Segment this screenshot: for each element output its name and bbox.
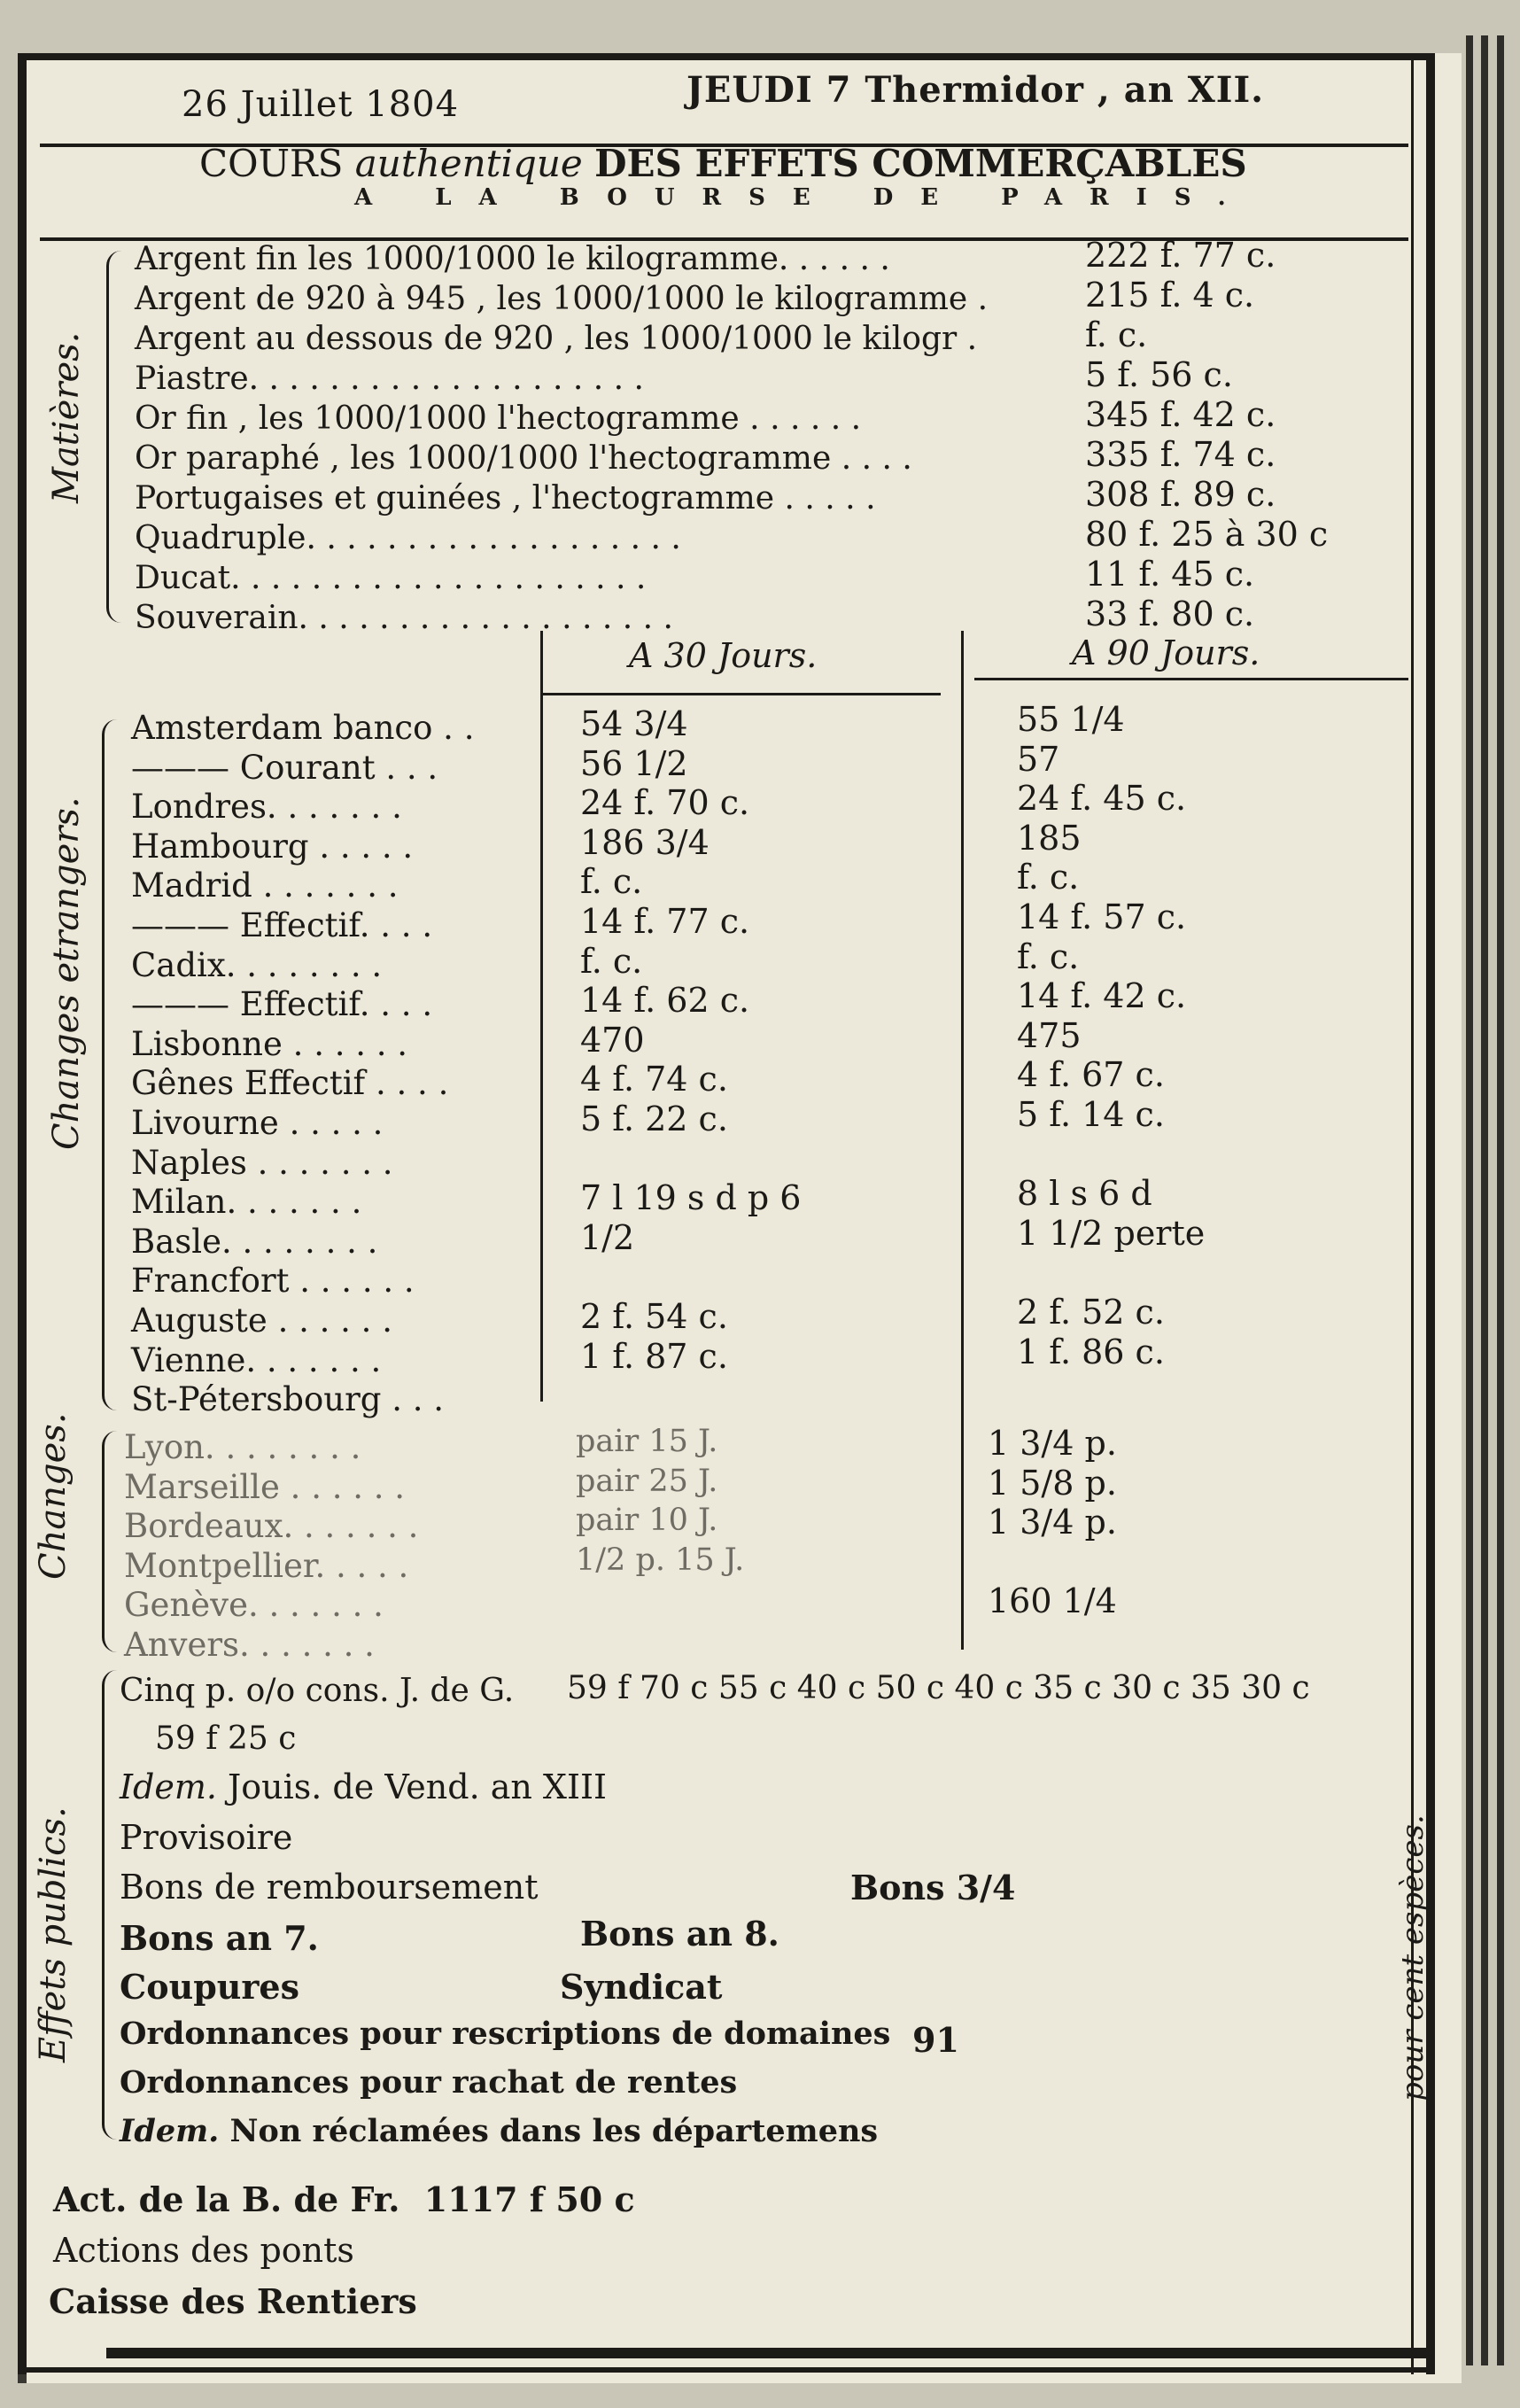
- matieres-value: 11 f. 45 c.: [1085, 555, 1255, 594]
- exchange-value-30: 186 3/4: [580, 822, 710, 862]
- exchange-value-90: 2 f. 52 c.: [1017, 1293, 1165, 1332]
- exchange-value-30: f. c.: [580, 862, 643, 902]
- exchange-label: ——— Effectif. . . .: [131, 985, 433, 1024]
- exchange-label: Auguste . . . . . .: [131, 1301, 392, 1340]
- domestic-exchange-label: Montpellier. . . . .: [124, 1546, 409, 1585]
- header-title: [199, 142, 1247, 185]
- matieres-label: Argent au dessous de 920 , les 1000/1000 le kilogr .: [135, 321, 978, 357]
- changes-brace: [102, 1431, 117, 1652]
- exchange-value-30: 2 f. 54 c.: [580, 1297, 728, 1336]
- domestic-exchange-value-30: pair 25 J.: [576, 1463, 718, 1499]
- exchange-label: Naples . . . . . . .: [131, 1143, 393, 1182]
- exchange-value-30: 1 f. 87 c.: [580, 1336, 728, 1376]
- matieres-label: Piastre. . . . . . . . . . . . . . . . . . . .: [135, 361, 644, 397]
- exchange-value-30: 54 3/4: [580, 704, 688, 743]
- header-rule-90: [974, 678, 1408, 680]
- matieres-label: Or paraphé , les 1000/1000 l'hectogramme . . . .: [135, 440, 912, 477]
- idem-label: Idem.: [120, 1767, 217, 1806]
- exchange-label: Gênes Effectif . . . .: [131, 1064, 449, 1103]
- actions-ponts: Actions des ponts: [53, 2231, 354, 2270]
- exchange-label: Londres. . . . . . .: [131, 788, 402, 827]
- caisse-rentiers: Caisse des Rentiers: [49, 2281, 417, 2321]
- act-banque: [53, 2179, 635, 2219]
- domestic-exchange-label: Genève. . . . . . .: [124, 1586, 384, 1624]
- matieres-label: Portugaises et guinées , l'hectogramme . . . . .: [135, 480, 876, 517]
- exchange-value-90: f. c.: [1017, 858, 1080, 897]
- frame-top: [18, 53, 1435, 60]
- exchange-label: Vienne. . . . . . .: [131, 1340, 382, 1379]
- section-changes: Changes.: [33, 1412, 74, 1580]
- title-authentique: authentique: [354, 142, 583, 185]
- domestic-exchange-label: Anvers. . . . . . .: [124, 1625, 375, 1664]
- bons-an-8: Bons an 8.: [580, 1914, 779, 1954]
- matieres-value: 5 f. 56 c.: [1085, 355, 1233, 394]
- exchange-label: Amsterdam banco . .: [131, 709, 475, 747]
- matieres-label: Or fin , les 1000/1000 l'hectogramme . . . . . .: [135, 400, 862, 437]
- exchange-value-90: 1 f. 86 c.: [1017, 1332, 1165, 1371]
- idem-non-reclamees: [120, 2113, 878, 2149]
- matieres-label: Souverain. . . . . . . . . . . . . . . . . . .: [135, 600, 673, 636]
- exchange-value-30: 470: [580, 1020, 645, 1060]
- effets-brace: [102, 1670, 117, 2140]
- exchange-value-30: 7 l 19 s d p 6: [580, 1178, 802, 1218]
- column-divider-left: [540, 631, 543, 1402]
- exchange-value-90: 24 f. 45 c.: [1017, 779, 1187, 819]
- exchange-label: Milan. . . . . . .: [131, 1183, 362, 1222]
- changes-etrangers-brace: [102, 719, 117, 1410]
- matieres-value: 345 f. 42 c.: [1085, 395, 1276, 434]
- exchange-value-90: f. c.: [1017, 936, 1080, 976]
- bons-remboursement: Bons de remboursement: [120, 1868, 539, 1907]
- column-header-30: A 30 Jours.: [629, 636, 818, 675]
- cinq-values: 59 f 70 c 55 c 40 c 50 c 40 c 35 c 30 c 35 30 c: [567, 1670, 1310, 1706]
- domestic-exchange-label: Marseille . . . . . .: [124, 1467, 406, 1506]
- column-divider-middle: [961, 631, 964, 1650]
- exchange-value-90: 5 f. 14 c.: [1017, 1095, 1165, 1134]
- bons-an-7: Bons an 7.: [120, 1918, 319, 1958]
- exchange-value-30: 24 f. 70 c.: [580, 783, 750, 823]
- matieres-value: 80 f. 25 à 30 c: [1085, 515, 1329, 554]
- exchange-value-30: 56 1/2: [580, 743, 688, 783]
- idem-jouissance: [120, 1767, 607, 1806]
- exchange-label: Basle. . . . . . . .: [131, 1222, 378, 1261]
- bons-three-quarters: Bons 3/4: [850, 1868, 1016, 1907]
- header-rule-30: [542, 693, 941, 695]
- matieres-label: Quadruple. . . . . . . . . . . . . . . . . . .: [135, 520, 681, 556]
- exchange-value-30: 1/2: [580, 1217, 635, 1257]
- exchange-label: ——— Courant . . .: [131, 748, 438, 787]
- section-matieres: Matières.: [46, 331, 87, 503]
- coupures: Coupures: [120, 1967, 300, 2007]
- exchange-label: ——— Effectif. . . .: [131, 906, 433, 944]
- matieres-value: 308 f. 89 c.: [1085, 475, 1276, 514]
- domestic-exchange-value-90: 1 3/4 p.: [988, 1503, 1117, 1542]
- exchange-label: St-Pétersbourg . . .: [131, 1380, 445, 1419]
- exchange-label: Madrid . . . . . . .: [131, 866, 399, 905]
- section-pour-cent: pour cent espèces.: [1395, 1814, 1431, 2101]
- book-edge: [1466, 35, 1473, 2365]
- frame-left: [18, 53, 27, 2374]
- idem-text: Jouis. de Vend. an XIII: [228, 1767, 608, 1806]
- matieres-label: Argent fin les 1000/1000 le kilogramme. . . . . .: [135, 241, 890, 277]
- domestic-exchange-value-90: 1 5/8 p.: [988, 1463, 1117, 1503]
- domestic-exchange-label: Bordeaux. . . . . . .: [124, 1507, 419, 1545]
- column-header-90: A 90 Jours.: [1072, 633, 1260, 672]
- exchange-value-30: 14 f. 77 c.: [580, 902, 750, 941]
- exchange-value-90: 475: [1017, 1015, 1082, 1055]
- exchange-label: Livourne . . . . .: [131, 1104, 384, 1142]
- exchange-label: Lisbonne . . . . . .: [131, 1024, 408, 1063]
- exchange-label: Cadix. . . . . . . .: [131, 945, 383, 984]
- cinq-values-2: 59 f 25 c: [155, 1721, 297, 1757]
- exchange-value-90: 57: [1017, 739, 1060, 779]
- exchange-value-90: 4 f. 67 c.: [1017, 1055, 1165, 1095]
- domestic-exchange-value-30: pair 10 J.: [576, 1503, 718, 1538]
- exchange-value-90: 14 f. 57 c.: [1017, 897, 1187, 936]
- exchange-value-90: 1 1/2 perte: [1017, 1213, 1206, 1253]
- header-subtitle: A LA BOURSE DE PARIS.: [354, 184, 1253, 211]
- section-changes-etrangers: Changes etrangers.: [46, 796, 87, 1150]
- matieres-label: Argent de 920 à 945 , les 1000/1000 le kilogramme .: [135, 281, 989, 317]
- exchange-value-90: 185: [1017, 818, 1082, 858]
- domestic-exchange-value-90: 1 3/4 p.: [988, 1424, 1117, 1463]
- matieres-value: f. c.: [1085, 315, 1148, 354]
- ordonnances-domaines-value: 91: [912, 2020, 959, 2060]
- section-effets-publics: Effets publics.: [33, 1806, 74, 2062]
- book-edge: [1481, 35, 1488, 2365]
- matieres-label: Ducat. . . . . . . . . . . . . . . . . . . . .: [135, 560, 647, 596]
- idem2-label: Idem.: [120, 2113, 220, 2149]
- matieres-brace: [106, 251, 121, 623]
- title-cours: COURS: [199, 142, 344, 185]
- header-day: JEUDI 7 Thermidor , an XII.: [686, 69, 1265, 111]
- book-edge: [1497, 35, 1504, 2365]
- domestic-exchange-label: Lyon. . . . . . . .: [124, 1428, 361, 1466]
- exchange-value-30: 5 f. 22 c.: [580, 1099, 728, 1138]
- matieres-value: 33 f. 80 c.: [1085, 594, 1255, 633]
- provisoire: Provisoire: [120, 1818, 293, 1857]
- cinq-label: Cinq p. o/o cons. J. de G.: [120, 1673, 515, 1709]
- header-date: 26 Juillet 1804: [182, 84, 460, 125]
- exchange-value-90: 14 f. 42 c.: [1017, 976, 1187, 1016]
- domestic-exchange-value-30: 1/2 p. 15 J.: [576, 1542, 745, 1578]
- exchange-label: Hambourg . . . . .: [131, 827, 414, 866]
- exchange-value-30: f. c.: [580, 941, 643, 981]
- frame-bottom: [106, 2348, 1435, 2358]
- act-label: Act. de la B. de Fr.: [53, 2179, 400, 2219]
- ordonnances-rentes: Ordonnances pour rachat de rentes: [120, 2064, 738, 2101]
- exchange-value-90: 55 1/4: [1017, 700, 1125, 739]
- matieres-value: 222 f. 77 c.: [1085, 236, 1276, 275]
- ordonnances-domaines: Ordonnances pour rescriptions de domaines: [120, 2016, 891, 2052]
- matieres-value: 215 f. 4 c.: [1085, 276, 1255, 315]
- frame-bottom-thin: [18, 2367, 1435, 2373]
- exchange-label: Francfort . . . . . .: [131, 1262, 415, 1301]
- domestic-exchange-value-90: 160 1/4: [988, 1581, 1117, 1620]
- matieres-value: 335 f. 74 c.: [1085, 435, 1276, 474]
- exchange-value-30: 14 f. 62 c.: [580, 981, 750, 1021]
- exchange-value-30: 4 f. 74 c.: [580, 1060, 728, 1099]
- title-effets: DES EFFETS COMMERÇABLES: [594, 142, 1247, 185]
- idem2-text: Non réclamées dans les départemens: [229, 2113, 879, 2149]
- domestic-exchange-value-30: pair 15 J.: [576, 1424, 718, 1459]
- syndicat: Syndicat: [560, 1967, 723, 2007]
- exchange-value-90: 8 l s 6 d: [1017, 1174, 1152, 1214]
- act-value: 1117 f 50 c: [423, 2179, 635, 2219]
